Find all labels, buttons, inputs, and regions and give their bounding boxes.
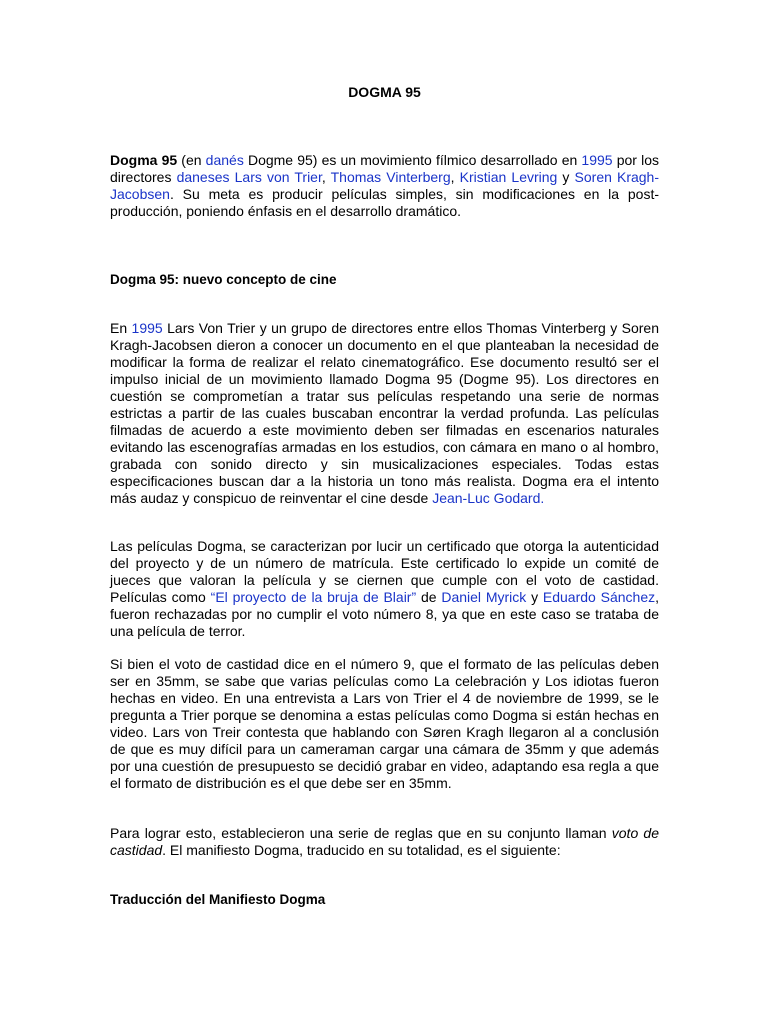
- link-daneses[interactable]: daneses: [176, 169, 230, 185]
- link-eduardo-sanchez[interactable]: Eduardo Sánchez: [542, 589, 656, 605]
- link-1995[interactable]: 1995: [581, 152, 613, 168]
- intro-text: ,: [450, 169, 460, 185]
- link-bruja-de-blair[interactable]: “El proyecto de la bruja de Blair”: [210, 589, 417, 605]
- intro-text: . Su meta es producir películas simples, sin modificaciones en la post-producción, poniendo énfasis en el desarrollo dramático.: [110, 186, 659, 219]
- emphasis-voto-de-castidad: voto de castidad: [110, 825, 659, 858]
- intro-text: ,: [321, 169, 331, 185]
- intro-text: (en: [177, 152, 206, 168]
- paragraph-text: Para lograr esto, establecieron una serie de reglas que en su conjunto llaman: [110, 825, 612, 841]
- paragraph-text: Lars Von Trier y un grupo de directores entre ellos Thomas Vinterberg y Soren Kragh-Jacobsen dieron a conocer un documento en el que planteaban la necesidad de modificar la forma de realizar el relato cinematográfico. Ese documento resultó ser el impulso inicial de un movimiento llamado Dogma 95 (Dogme 95). Los directores en cuestión se comprometían a tratar sus películas respetando una serie de normas estrictas a partir de las cuales buscaban encontrar la verdad profunda. Las películas filmadas de acuerdo a este movimiento deben ser filmadas en escenarios naturales evitando las escenografías armadas en los estudios, con cámara en mano o al hombro, grabada con sonido directo y sin musicalizaciones especiales. Todas estas especificaciones buscan dar a la historia un tono más realista. Dogma era el intento más audaz y conspicuo de reinventar el cine desde: [110, 320, 660, 506]
- section-heading-traduccion: Traducción del Manifiesto Dogma: [110, 892, 326, 907]
- paragraph-text: . El manifiesto Dogma, traducido en su totalidad, es el siguiente:: [162, 842, 561, 858]
- intro-text: y: [557, 169, 575, 185]
- link-thomas-vinterberg[interactable]: Thomas Vinterberg: [330, 169, 451, 185]
- link-lars-von-trier[interactable]: Lars von Trier: [234, 169, 322, 185]
- link-1995-b[interactable]: 1995: [131, 320, 163, 336]
- paragraph-text: de: [416, 589, 442, 605]
- paragraph-reglas: [110, 825, 659, 859]
- paragraph-certificado: [110, 538, 659, 640]
- link-danes[interactable]: danés: [205, 152, 244, 168]
- link-kristian-levring[interactable]: Kristian Levring: [459, 169, 558, 185]
- intro-paragraph: [110, 152, 659, 220]
- section-heading-nuevo-concepto: Dogma 95: nuevo concepto de cine: [110, 272, 337, 287]
- paragraph-origen: [110, 320, 659, 507]
- link-daniel-myrick[interactable]: Daniel Myrick: [441, 589, 527, 605]
- paragraph-text: En: [110, 320, 132, 336]
- link-jean-luc-godard[interactable]: Jean-Luc Godard.: [432, 490, 545, 506]
- link-soren-kragh-jacobsen[interactable]: Soren Kragh-Jacobsen: [110, 169, 660, 202]
- intro-text: por los directores: [110, 152, 659, 185]
- intro-lead: Dogma 95: [110, 152, 178, 168]
- paragraph-text: , fueron rechazadas por no cumplir el voto número 8, ya que en este caso se trataba de una película de terror.: [110, 589, 659, 639]
- document-title: DOGMA 95: [348, 84, 421, 100]
- paragraph-text: y: [526, 589, 543, 605]
- paragraph-text: Las películas Dogma, se caracterizan por lucir un certificado que otorga la autenticidad del proyecto y de un número de matrícula. Este certificado lo expide un comité de jueces que valoran la película y se ciernen que cumple con el voto de castidad. Películas como: [110, 538, 659, 605]
- paragraph-voto-castidad: Si bien el voto de castidad dice en el número 9, que el formato de las películas deben ser en 35mm, se sabe que varias películas como La celebración y Los idiotas fueron hechas en video. En una entrevista a Lars von Trier el 4 de noviembre de 1999, se le pregunta a Trier porque se denomina a estas películas como Dogma si están hechas en video. Lars von Treir contesta que hablando con Søren Kragh llegaron al a conclusión de que es muy difícil para un cameraman cargar una cámara de 35mm y que además por una cuestión de presupuesto se decidió grabar en video, adaptando esa regla a que el formato de distribución es el que debe ser en 35mm.: [110, 656, 659, 791]
- intro-text: Dogme 95) es un movimiento fílmico desarrollado en: [243, 152, 582, 168]
